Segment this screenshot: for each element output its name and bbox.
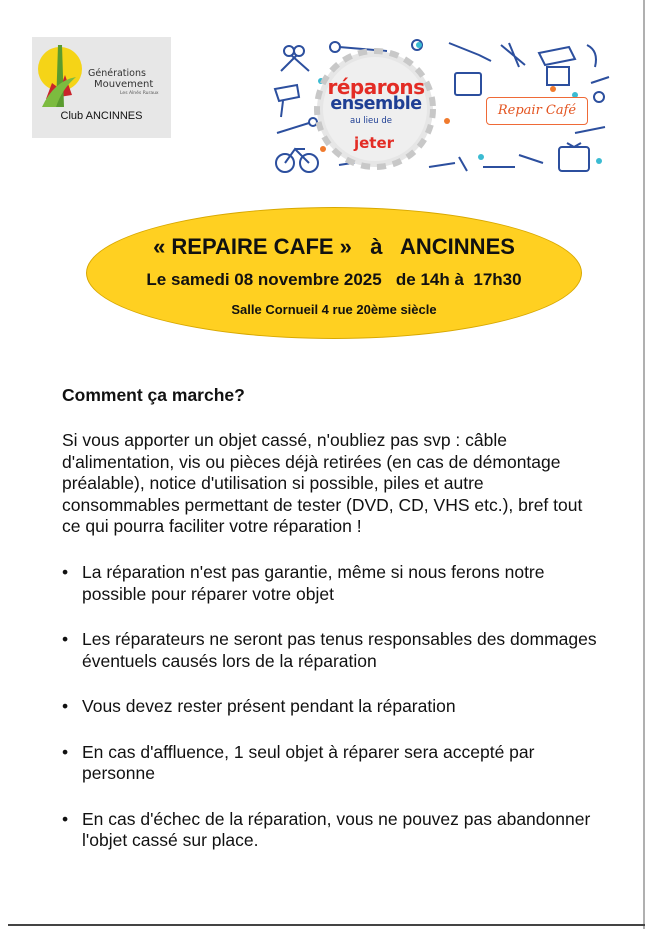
bottom-rule [8,924,645,926]
intro-paragraph: Si vous apporter un objet cassé, n'oubliez pas svp : câble d'alimentation, vis ou pièces déjà retirées (en cas de démontage préalable), notice d'utilisation si possible, piles et autre consommables permettant de tester (DVD, CD, VHS etc.), bref tout ce qui pourra faciliter votre réparation ! [62,430,583,536]
banner-line-reparons: réparons [327,75,425,99]
event-title: « REPAIRE CAFE » à ANCINNES [153,234,515,259]
banner-line-ensemble: ensemble [330,94,422,114]
banner-line-au-lieu-de: au lieu de [350,116,392,126]
repair-cafe-banner [269,37,611,177]
rule-item: • Vous devez rester présent pendant la réparation [62,696,602,718]
logo-brand-line1: Générations [88,68,146,79]
generations-mouvement-logo [32,37,171,138]
rules-list [62,562,602,876]
logo-brand-line2: Mouvement [94,79,154,90]
rule-item: • En cas d'affluence, 1 seul objet à réparer sera accepté par personne [62,742,602,785]
rule-item: • Les réparateurs ne seront pas tenus responsables des dommages éventuels causés lors de la réparation [62,629,602,672]
section-heading: Comment ça marche? [62,385,245,405]
logo-tagline: Les Aînés Ruraux [120,91,159,96]
page-edge [643,0,645,929]
rule-item: • La réparation n'est pas garantie, même si nous ferons notre possible pour réparer votre objet [62,562,602,605]
event-venue: Salle Cornueil 4 rue 20ème siècle [231,302,437,317]
event-date: Le samedi 08 novembre 2025 de 14h à 17h30 [146,270,522,289]
banner-line-jeter: jeter [353,134,395,152]
repair-cafe-badge: Repair Café [486,97,588,125]
rule-item: • En cas d'échec de la réparation, vous ne pouvez pas abandonner l'objet cassé sur place. [62,809,602,852]
logo-club-name: Club ANCINNES [60,110,143,122]
